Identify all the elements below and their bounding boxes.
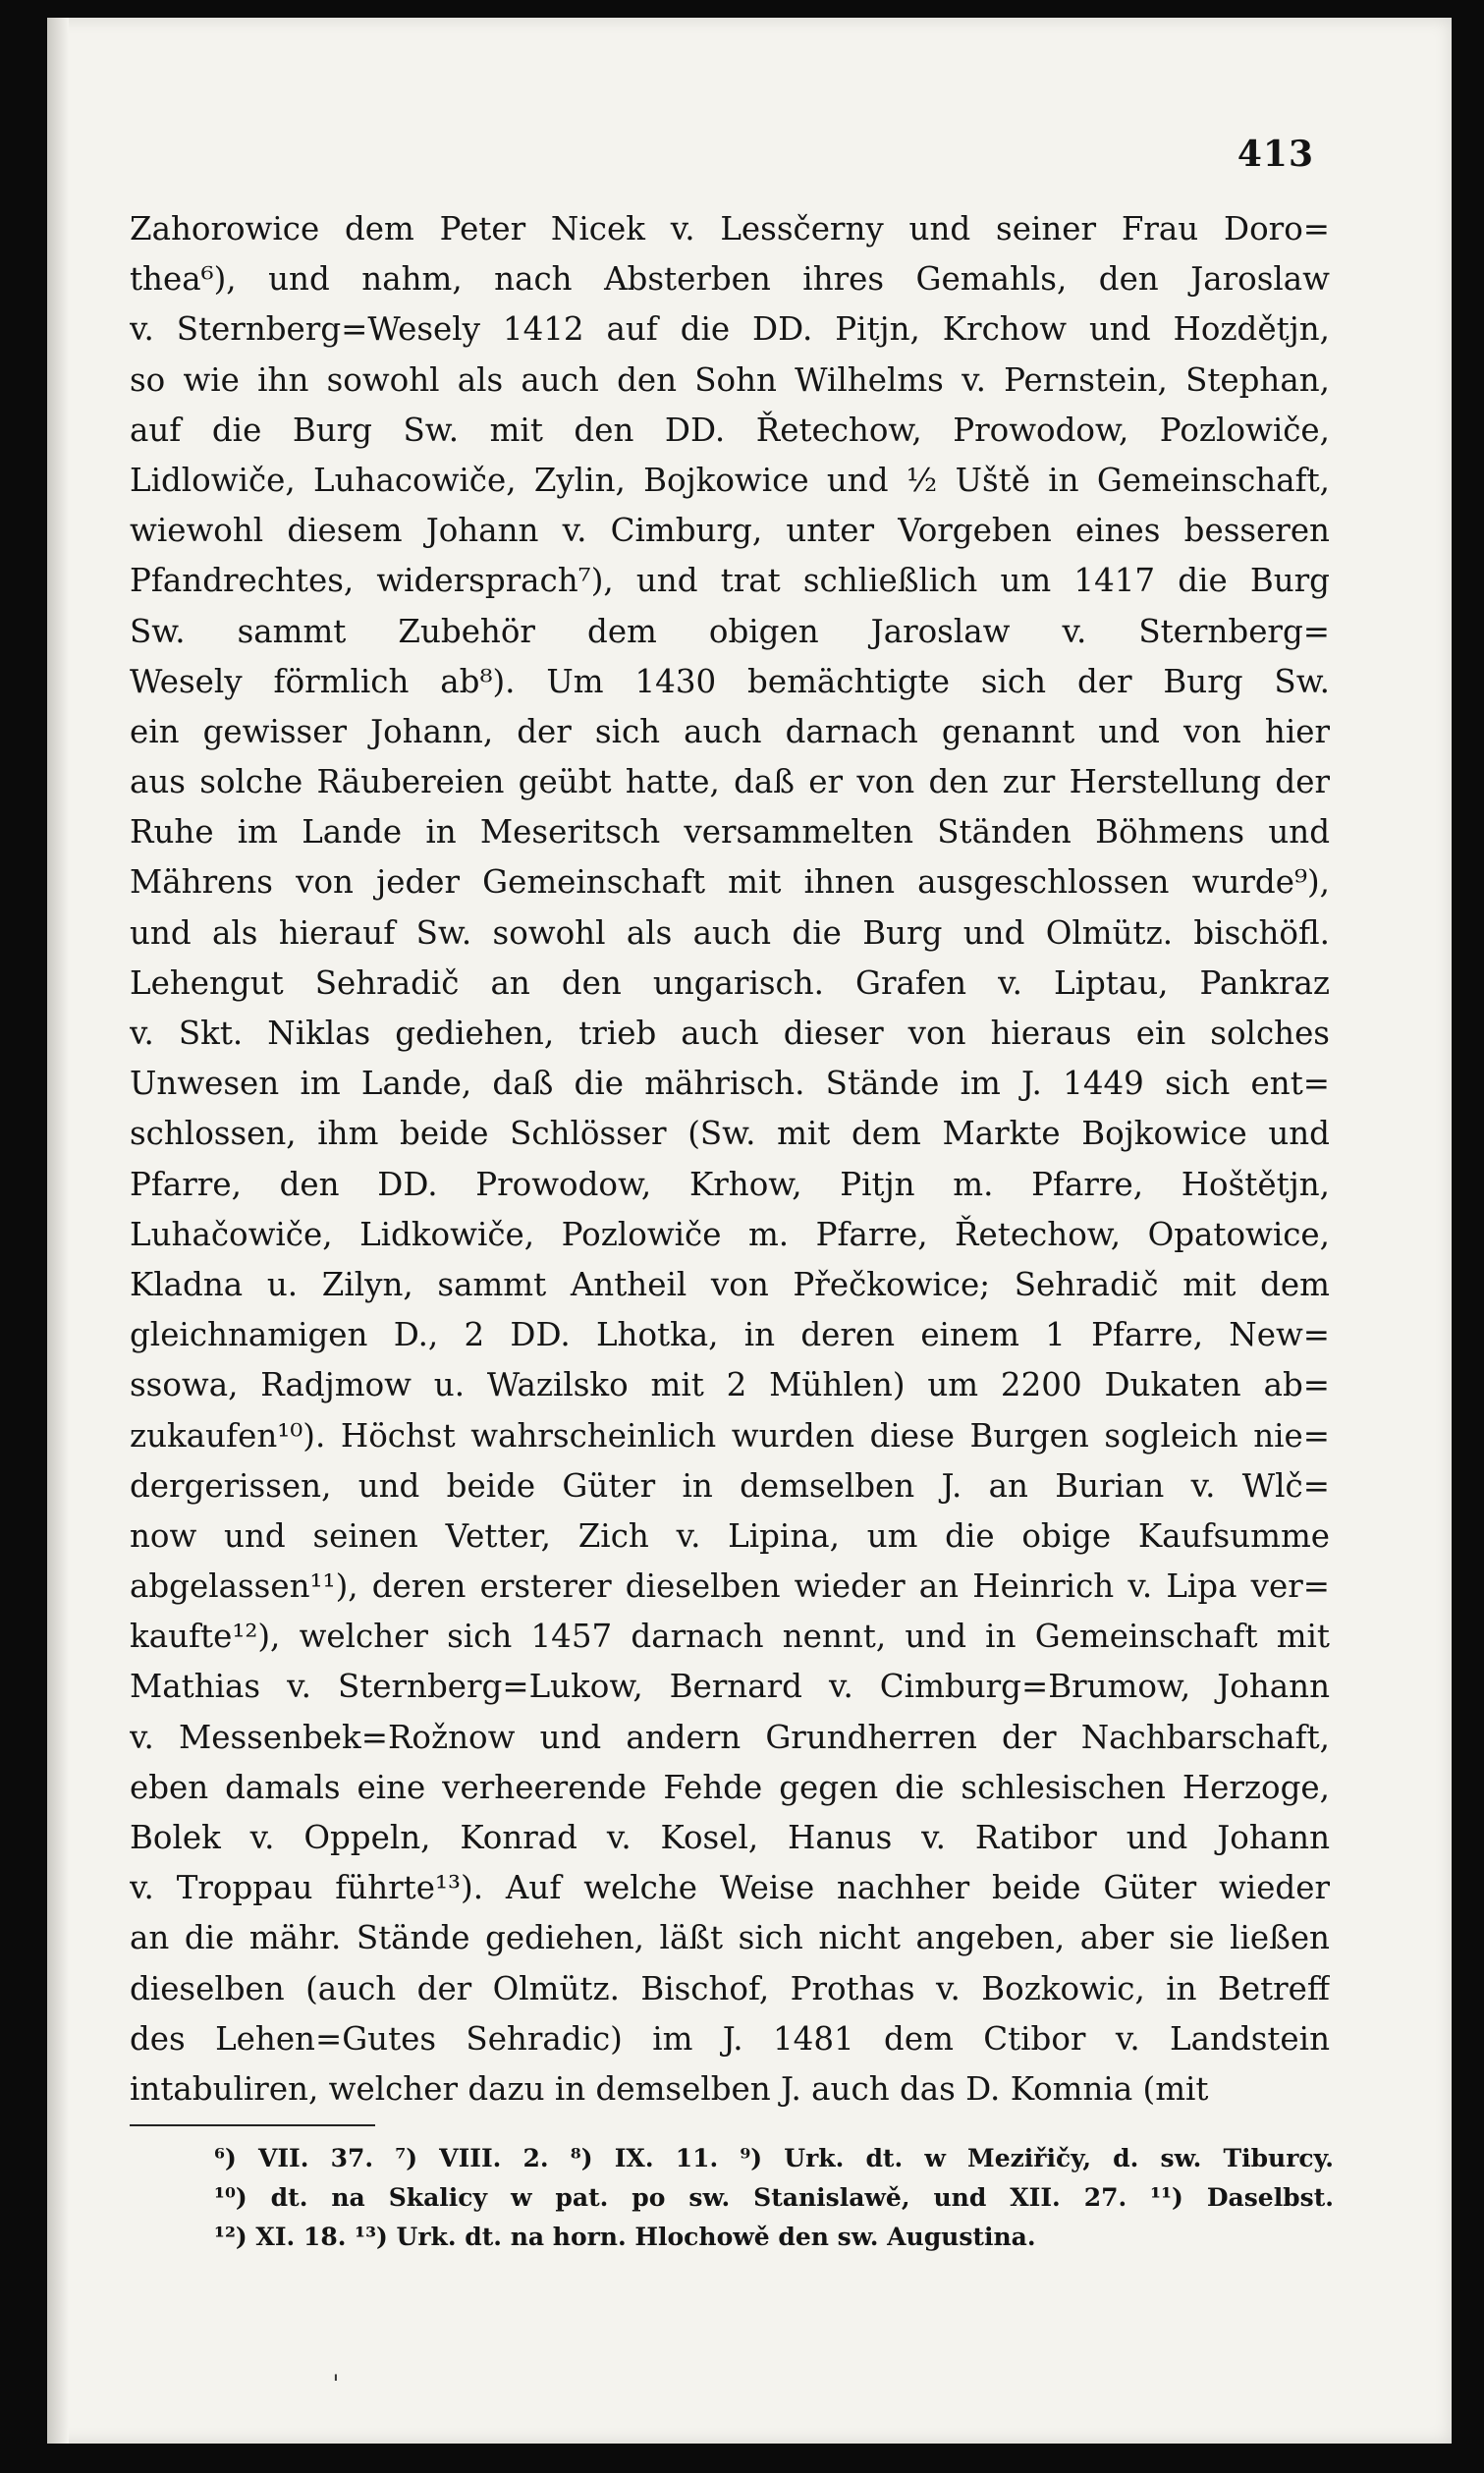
text-line: Mathias v. Sternberg=Lukow, Bernard v. Cimburg=Brumow, Johann [130, 1668, 1330, 1706]
text-line: Mährens von jeder Gemeinschaft mit ihnen ausgeschlossen wurde⁹), [130, 863, 1330, 902]
text-line: Luhačowiče, Lidkowiče, Pozlowiče m. Pfarre, Řetechow, Opatowice, [130, 1215, 1330, 1253]
stray-ink-mark: ˈ [332, 2370, 340, 2402]
text-line: v. Sternberg=Wesely 1412 auf die DD. Pitjn, Krchow und Hozdětjn, [130, 310, 1330, 349]
text-line: abgelassen¹¹), deren ersterer dieselben wieder an Heinrich v. Lipa ver= [130, 1567, 1330, 1606]
text-line: schlossen, ihm beide Schlösser (Sw. mit dem Markte Bojkowice und [130, 1115, 1330, 1153]
text-line: aus solche Räubereien geübt hatte, daß er von den zur Herstellung der [130, 763, 1330, 801]
text-line: gleichnamigen D., 2 DD. Lhotka, in deren einem 1 Pfarre, New= [130, 1316, 1330, 1354]
text-line: ein gewisser Johann, der sich auch darnach genannt und von hier [130, 712, 1330, 750]
text-line: Ruhe im Lande in Meseritsch versammelten Ständen Böhmens und [130, 813, 1330, 852]
text-line: dieselben (auch der Olmütz. Bischof, Prothas v. Bozkowic, in Betreff [130, 1969, 1330, 2007]
footnote-line: ¹⁰) dt. na Skalicy w pat. po sw. Stanislawě, und XII. 27. ¹¹) Daselbst. [214, 2183, 1334, 2212]
text-line: zukaufen¹⁰). Höchst wahrscheinlich wurden diese Burgen sogleich nie= [130, 1416, 1330, 1455]
text-line: v. Messenbek=Rožnow und andern Grundherren der Nachbarschaft, [130, 1718, 1330, 1756]
text-line: und als hierauf Sw. sowohl als auch die Burg und Olmütz. bischöfl. [130, 913, 1330, 952]
footnotes [214, 2139, 1334, 2257]
text-line: Sw. sammt Zubehör dem obigen Jaroslaw v. Sternberg= [130, 612, 1330, 650]
text-line: dergerissen, und beide Güter in demselben J. an Burian v. Wlč= [130, 1466, 1330, 1505]
text-line: auf die Burg Sw. mit den DD. Řetechow, Prowodow, Pozlowiče, [130, 411, 1330, 449]
text-line: wiewohl diesem Johann v. Cimburg, unter Vorgeben eines besseren [130, 512, 1330, 550]
book-page [47, 18, 1452, 2444]
text-line: Unwesen im Lande, daß die mährisch. Stände im J. 1449 sich ent= [130, 1065, 1330, 1103]
text-line: eben damals eine verheerende Fehde gegen die schlesischen Herzoge, [130, 1768, 1330, 1806]
text-line: Bolek v. Oppeln, Konrad v. Kosel, Hanus v. Ratibor und Johann [130, 1819, 1330, 1856]
text-line: so wie ihn sowohl als auch den Sohn Wilhelms v. Pernstein, Stephan, [130, 360, 1330, 399]
text-line: Wesely förmlich ab⁸). Um 1430 bemächtigte sich der Burg Sw. [130, 662, 1330, 700]
text-line: ssowa, Radjmow u. Wazilsko mit 2 Mühlen) um 2200 Dukaten ab= [130, 1366, 1330, 1404]
text-line: Zahorowice dem Peter Nicek v. Lessčerny und seiner Frau Doro= [130, 210, 1330, 247]
text-line: now und seinen Vetter, Zich v. Lipina, um die obige Kaufsumme [130, 1516, 1330, 1555]
text-line: Pfandrechtes, widersprach⁷), und trat schließlich um 1417 die Burg [130, 562, 1330, 600]
text-line: v. Skt. Niklas gediehen, trieb auch dieser von hieraus ein solches [130, 1015, 1330, 1052]
text-line: v. Troppau führte¹³). Auf welche Weise nachher beide Güter wieder [130, 1869, 1330, 1907]
footnote-line: ¹²) XI. 18. ¹³) Urk. dt. na horn. Hlochowě den sw. Augustina. [214, 2223, 1036, 2251]
page-fold-shadow [47, 18, 69, 2444]
text-line: Pfarre, den DD. Prowodow, Krhow, Pitjn m. Pfarre, Hoštětjn, [130, 1165, 1330, 1203]
text-line: Lidlowiče, Luhacowiče, Zylin, Bojkowice und ½ Uště in Gemeinschaft, [130, 461, 1330, 499]
text-line: an die mähr. Stände gediehen, läßt sich nicht angeben, aber sie ließen [130, 1919, 1330, 1957]
text-line: Kladna u. Zilyn, sammt Antheil von Přečkowice; Sehradič mit dem [130, 1265, 1330, 1303]
footnote-divider [130, 2124, 375, 2126]
text-line: kaufte¹²), welcher sich 1457 darnach nennt, und in Gemeinschaft mit [130, 1618, 1330, 1656]
text-line: intabuliren, welcher dazu in demselben J. auch das D. Komnia (mit [130, 2069, 1209, 2108]
footnote-line: ⁶) VII. 37. ⁷) VIII. 2. ⁸) IX. 11. ⁹) Urk. dt. w Meziřičy, d. sw. Tiburcy. [214, 2144, 1334, 2172]
text-line: Lehengut Sehradič an den ungarisch. Grafen v. Liptau, Pankraz [130, 963, 1330, 1002]
text-line: thea⁶), und nahm, nach Absterben ihres Gemahls, den Jaroslaw [130, 260, 1330, 299]
text-line: des Lehen=Gutes Sehradic) im J. 1481 dem Ctibor v. Landstein [130, 2019, 1330, 2058]
page-number: 413 [1237, 134, 1314, 175]
body-text [130, 204, 1330, 2115]
